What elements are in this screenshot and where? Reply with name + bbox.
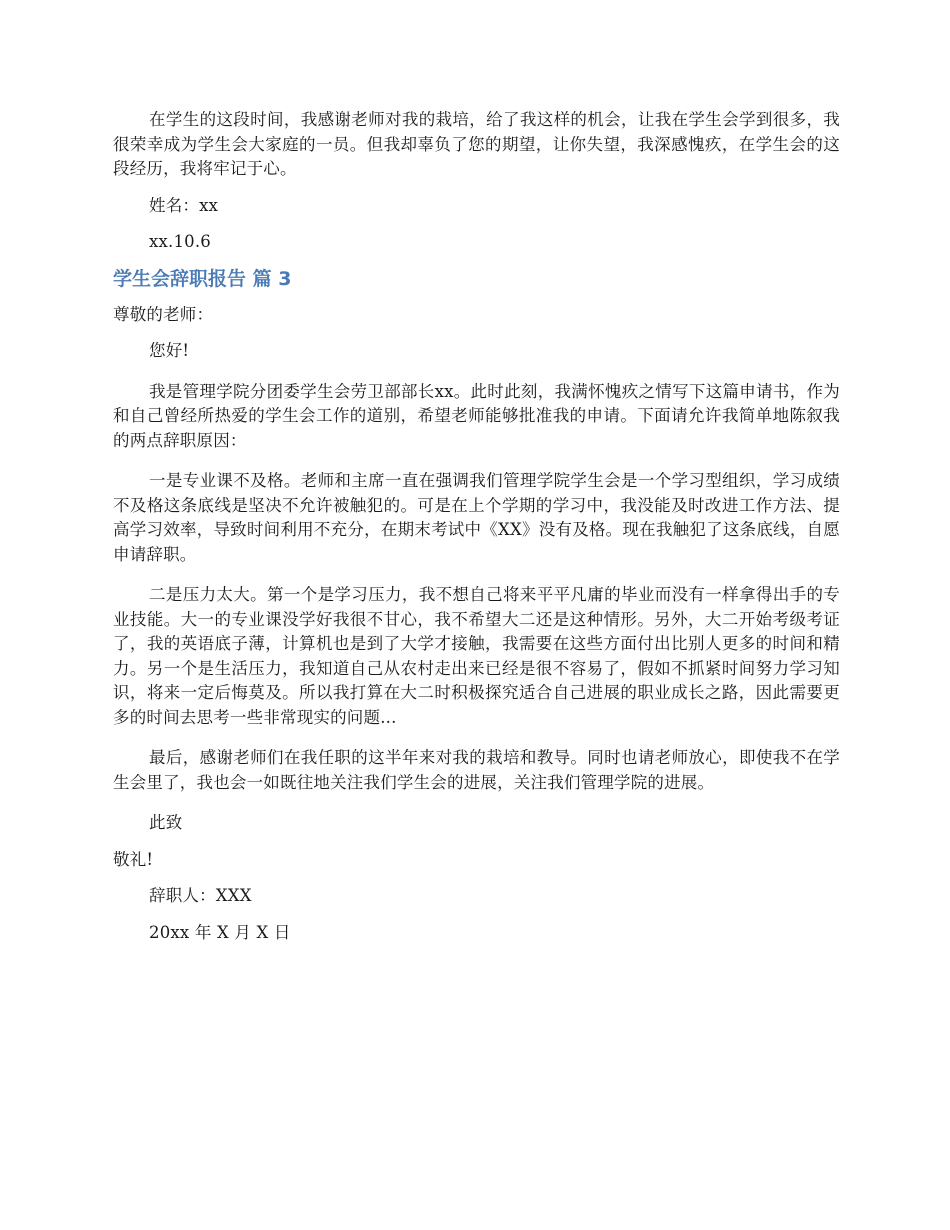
- date-line: xx.10.6: [149, 232, 211, 251]
- body-paragraph: 我是管理学院分团委学生会劳卫部部长xx。此时此刻，我满怀愧疚之情写下这篇申请书，作为和自己曾经所热爱的学生会工作的道别，希望老师能够批准我的申请。下面请允许我简单地陈叙我的两点辞职原因：: [113, 381, 840, 450]
- regards: 敬礼!: [113, 849, 154, 869]
- signature-date: 20xx 年 X 月 X 日: [149, 922, 291, 942]
- closing-phrase: 此致: [149, 813, 183, 832]
- body-paragraph: 二是压力太大。第一个是学习压力，我不想自己将来平平凡庸的毕业而没有一样拿得出手的专业技能。大一的专业课没学好我很不甘心，我不希望大二还是这种情形。另外，大二开始考级考证了，我的英语底子薄，计算机也是到了大学才接触，我需要在这些方面付出比别人更多的时间和精力。另一个是生活压力，我知道自己从农村走出来已经是很不容易了，假如不抓紧时间努力学习知识，将来一定后悔莫及。所以我打算在大二时积极探究适合自己进展的职业成长之路，因此需要更多的时间去思考一些非常现实的问题...: [113, 585, 840, 727]
- closing-paragraph: 在学生的这段时间，我感谢老师对我的栽培，给了我这样的机会，让我在学生会学到很多，我很荣幸成为学生会大家庭的一员。但我却辜负了您的期望，让你失望，我深感愧疚，在学生会的这段经历，我将牢记于心。: [113, 110, 840, 178]
- section-heading: 学生会辞职报告 篇 3: [113, 267, 292, 290]
- name-line: 姓名：xx: [149, 195, 219, 215]
- signer-line: 辞职人：XXX: [149, 886, 252, 905]
- body-paragraph: 一是专业课不及格。老师和主席一直在强调我们管理学院学生会是一个学习型组织，学习成绩不及格这条底线是坚决不允许被触犯的。可是在上个学期的学习中，我没能及时改进工作方法、提高学习效率，导致时间利用不充分，在期末考试中《XX》没有及格。现在我触犯了这条底线，自愿申请辞职。: [113, 471, 840, 564]
- salutation: 尊敬的老师：: [113, 304, 214, 324]
- greeting: 您好!: [149, 341, 190, 360]
- body-paragraph: 最后，感谢老师们在我任职的这半年来对我的栽培和教导。同时也请老师放心，即使我不在学生会里了，我也会一如既往地关注我们学生会的进展，关注我们管理学院的进展。: [113, 748, 840, 792]
- document-page: [113, 108, 840, 945]
